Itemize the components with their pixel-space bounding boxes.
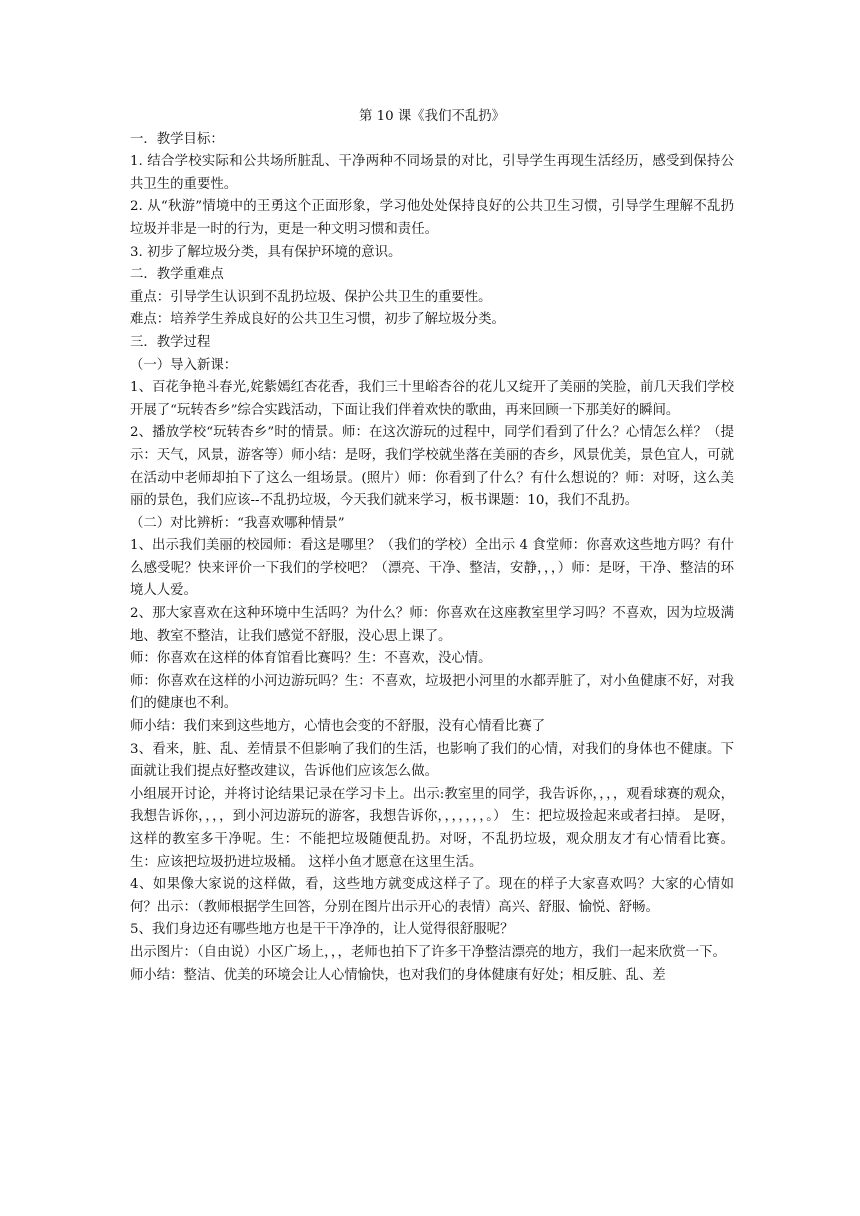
group-discussion: 小组展开讨论，并将讨论结果记录在学习卡上。出示:教室里的同学，我告诉你，，，，观看球赛的观众，我想告诉你，，，，到小河边游玩的游客，我想告诉你，，，，，，，。） 生：把垃圾捡起来或者扫掉。 是呀，这样的教室多干净呢。生：不能把垃圾随便乱扔。对呀，不乱扔垃圾，观众朋友才有心情看比赛。 生：应该把垃圾扔进垃圾桶。 这样小鱼才愿意在这里生活。	[130, 786, 734, 870]
show-pictures: 出示图片：（自由说）小区广场上，，，老师也拍下了许多干净整洁漂亮的地方，我们一起来欣赏一下。	[130, 944, 726, 960]
section-heading-process: 三．教学过程	[130, 334, 211, 350]
dialogue-river: 师：你喜欢在这样的小河边游玩吗？生：不喜欢，垃圾把小河里的水都弄脏了，对小鱼健康不好，对我们的健康也不利。	[130, 673, 734, 712]
subheading-introduction: （一）导入新课：	[130, 357, 238, 373]
section-heading-objectives: 一．教学目标：	[130, 131, 224, 147]
comparison-step-3: 3、看来，脏、乱、差情景不但影响了我们的生活，也影响了我们的心情，对我们的身体也不健康。下面就让我们提点好整改建议，告诉他们应该怎么做。	[130, 741, 734, 780]
subheading-comparison: （二）对比辨析：“我喜欢哪种情景”	[130, 515, 345, 531]
intro-step-1: 1、百花争艳斗春光,姹紫嫣红杏花香，我们三十里峪杏谷的花儿又绽开了美丽的笑脸，前几天我们学校开展了“玩转杏乡”综合实践活动，下面让我们伴着欢快的歌曲，再来回顾一下那美好的瞬间。	[130, 380, 734, 418]
objective-2: 2. 从“秋游”情境中的王勇这个正面形象，学习他处处保持良好的公共卫生习惯，引导学生理解不乱扔垃圾并非是一时的行为，更是一种文明习惯和责任。	[130, 199, 734, 237]
document-page	[130, 106, 734, 987]
dialogue-gym: 师：你喜欢在这样的体育馆看比赛吗？生：不喜欢，没心情。	[130, 651, 492, 667]
objective-3: 3. 初步了解垃圾分类，具有保护环境的意识。	[130, 244, 402, 260]
difficult-point: 难点：培养学生养成良好的公共卫生习惯，初步了解垃圾分类。	[130, 312, 505, 328]
key-point: 重点：引导学生认识到不乱扔垃圾、保护公共卫生的重要性。	[130, 289, 492, 305]
teacher-summary-2: 师小结：整洁、优美的环境会让人心情愉快，也对我们的身体健康有好处；相反脏、乱、差	[130, 967, 666, 983]
comparison-step-5: 5、我们身边还有哪些地方也是干干净净的，让人觉得很舒服呢？	[130, 922, 514, 938]
comparison-step-2: 2、那大家喜欢在这种环境中生活吗？为什么？师：你喜欢在这座教室里学习吗？不喜欢，因为垃圾满地、教室不整洁，让我们感觉不舒服，没心思上课了。	[130, 606, 734, 644]
teacher-summary-1: 师小结：我们来到这些地方，心情也会变的不舒服，没有心情看比赛了	[130, 719, 546, 735]
comparison-step-4: 4、如果像大家说的这样做，看，这些地方就变成这样子了。现在的样子大家喜欢吗？大家的心情如何？出示：（教师根据学生回答，分别在图片出示开心的表情）高兴、舒服、愉悦、舒畅。	[130, 877, 734, 915]
comparison-step-1: 1、出示我们美丽的校园师：看这是哪里？（我们的学校）全出示 4 食堂师：你喜欢这些地方吗？有什么感受呢？快来评价一下我们的学校吧？（漂亮、干净、整洁，安静，，，）师：是呀，干净、整洁的环境人人爱。	[130, 538, 734, 599]
section-heading-key-points: 二．教学重难点	[130, 267, 224, 283]
lesson-title: 第 10 课《我们不乱扔》	[358, 109, 506, 124]
intro-step-2: 2、播放学校“玩转杏乡”时的情景。师：在这次游玩的过程中，同学们看到了什么？心情怎么样？（提示：天气，风景，游客等）师小结：是呀，我们学校就坐落在美丽的杏乡，风景优美，景色宜人，可就在活动中老师却拍下了这么一组场景。(照片）师：你看到了什么？有什么想说的？师：对呀，这么美丽的景色，我们应该--不乱扔垃圾，今天我们就来学习，板书课题：10，我们不乱扔。	[130, 425, 734, 509]
objective-1: 1. 结合学校实际和公共场所脏乱、干净两种不同场景的对比，引导学生再现生活经历，感受到保持公共卫生的重要性。	[130, 154, 734, 192]
